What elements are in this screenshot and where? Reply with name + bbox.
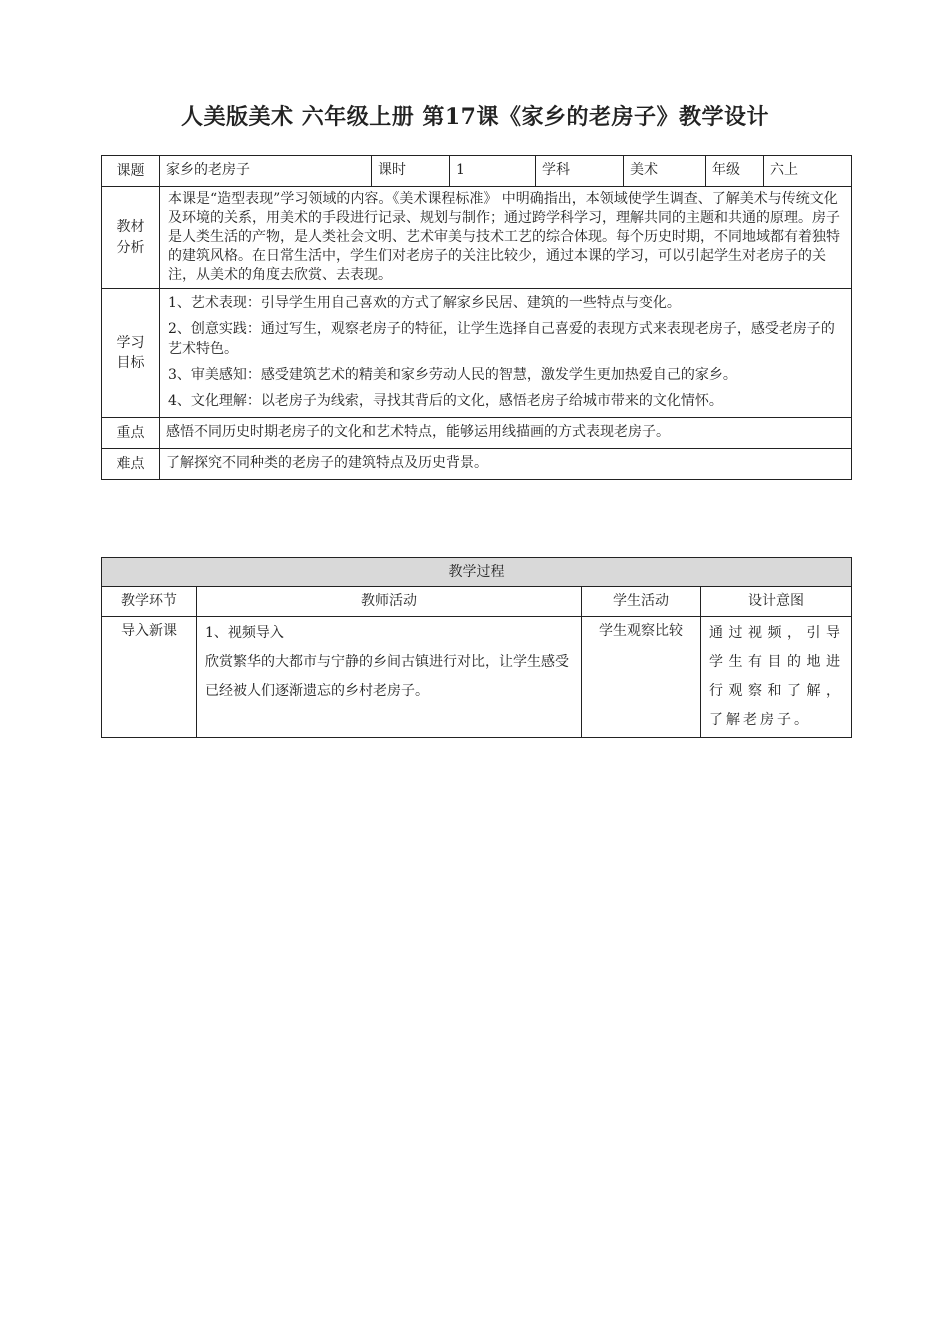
hours-label: 课时 [372,156,450,187]
difficulty-text: 了解探究不同种类的老房子的建筑特点及历史背景。 [160,449,852,480]
goal-item: 4、文化理解：以老房子为线索，寻找其背后的文化，感悟老房子给城市带来的文化情怀。 [168,393,723,409]
process-header-row [102,587,852,616]
teaching-process-table [101,557,852,738]
lesson-label: 课题 [102,156,160,187]
goals-list [160,289,852,418]
difficulty-label: 难点 [102,449,160,480]
grade-label: 年级 [706,156,764,187]
subject-label: 学科 [536,156,624,187]
difficulty-row [102,449,852,480]
process-title: 教学过程 [102,558,852,587]
table-row [102,616,852,737]
subject-value: 美术 [624,156,706,187]
grade-value: 六上 [764,156,852,187]
goal-item: 3、审美感知：感受建筑艺术的精美和家乡劳动人民的智慧，激发学生更加热爱自己的家乡。 [168,367,737,383]
analysis-text: 本课是“造型表现”学习领域的内容。《美术课程标准》 中明确指出，本领域使学生调查、了解美术与传统文化及环境的关系，用美术的手段进行记录、规划与制作；通过跨学科学习，理解共同的主题和共通的原理。房子是人类生活的产物，是人类社会文明、艺术审美与技术工艺的综合体现。每个历史时期，不同地域都有着独特的建筑风格。在日常生活中，学生们对老房子的关注比较少，通过本课的学习，可以引起学生对老房子的关注，从美术的角度去欣赏、去表现。 [160,187,852,289]
column-header: 教学环节 [102,587,197,616]
analysis-label: 教材分析 [102,187,160,289]
teacher-activity-title: 1、视频导入 [205,624,284,641]
goal-item: 1、艺术表现：引导学生用自己喜欢的方式了解家乡民居、建筑的一些特点与变化。 [168,295,681,311]
process-title-row [102,558,852,587]
design-intent-cell: 通过视频，引导学生有目的地进行观察和了解，了解老房子。 [701,616,852,737]
key-point-text: 感悟不同历史时期老房子的文化和艺术特点，能够运用线描画的方式表现老房子。 [160,418,852,449]
student-activity-cell: 学生观察比较 [582,616,701,737]
lesson-info-table [101,155,852,480]
key-point-label: 重点 [102,418,160,449]
goals-label: 学习目标 [102,289,160,418]
page-title: 人美版美术 六年级上册 第17课《家乡的老房子》教学设计 [181,104,769,130]
column-header: 学生活动 [582,587,701,616]
lesson-basics-row [102,156,852,187]
teacher-activity-cell [197,616,582,737]
lesson-value: 家乡的老房子 [160,156,372,187]
column-header: 教师活动 [197,587,582,616]
analysis-row [102,187,852,289]
goals-row [102,289,852,418]
teacher-activity-text: 欣赏繁华的大都市与宁静的乡间古镇进行对比，让学生感受已经被人们逐渐遗忘的乡村老房子。 [205,653,569,699]
stage-cell: 导入新课 [102,616,197,737]
goal-item: 2、创意实践：通过写生，观察老房子的特征，让学生选择自己喜爱的表现方式来表现老房子，感受老房子的艺术特色。 [168,321,835,357]
column-header: 设计意图 [701,587,852,616]
hours-value: 1 [450,156,536,187]
key-point-row [102,418,852,449]
